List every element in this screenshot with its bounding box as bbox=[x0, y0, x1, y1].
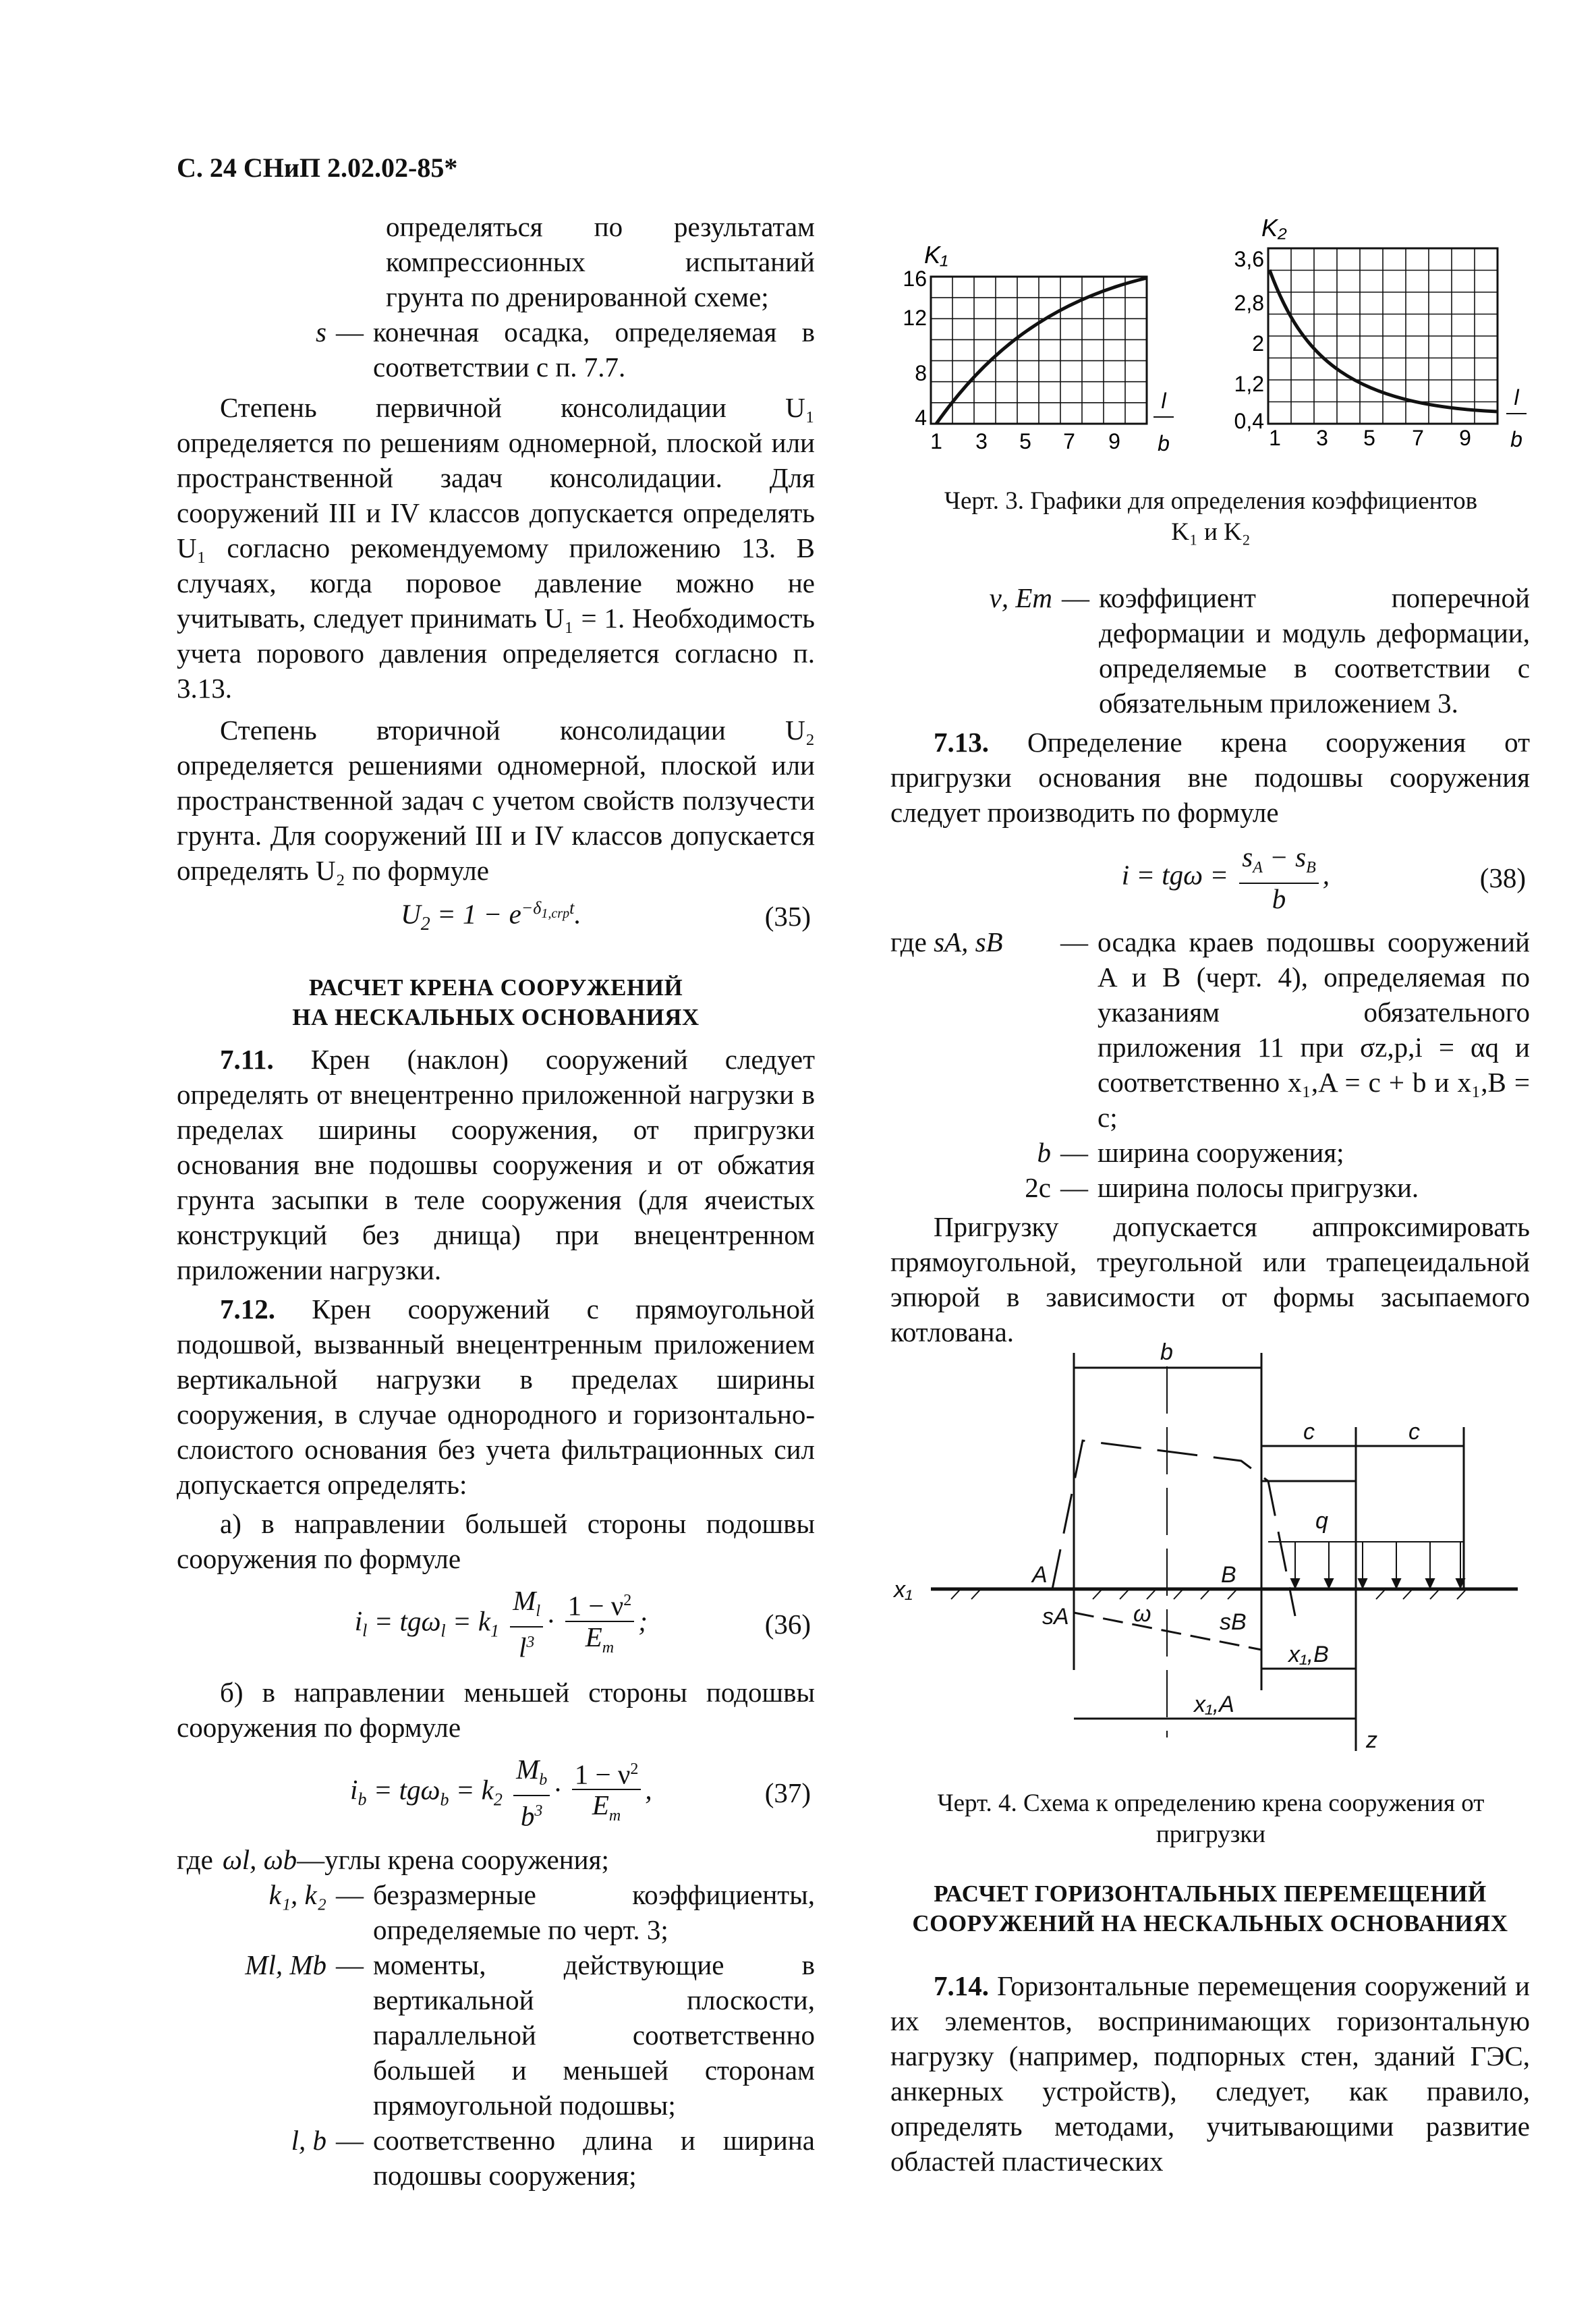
def-text: ширина полосы пригрузки. bbox=[1098, 1172, 1419, 1204]
formula-37-expr: $i_b = tg\omega_b = k_2$ $\frac{M_b}{b^3}$ · $\frac{1 - \nu^2}{E_m}$ , bbox=[350, 1753, 652, 1832]
def-symbol: k₁, k₂ bbox=[268, 1879, 326, 1910]
formula-37 bbox=[177, 1754, 815, 1831]
formula-number: (35) bbox=[764, 900, 811, 932]
def-s bbox=[177, 314, 815, 385]
y-tick: 3,6 bbox=[1234, 247, 1264, 271]
caption-line: Черт. 3. Графики для определения коэффициентов bbox=[944, 487, 1478, 515]
chart-k2-ylabel: K₂ bbox=[1261, 214, 1287, 242]
x-tick: 9 bbox=[1459, 426, 1471, 450]
where-word: где bbox=[890, 926, 927, 958]
label-B: B bbox=[1221, 1562, 1236, 1588]
para-7-13 bbox=[890, 725, 1530, 830]
x-tick: 5 bbox=[1363, 426, 1375, 450]
def-symbol: ν, Em bbox=[989, 582, 1052, 613]
cont-line: определяться по результатам bbox=[386, 211, 815, 242]
def-symbol-wrap bbox=[890, 924, 1060, 959]
y-tick: 1,2 bbox=[1234, 372, 1264, 396]
def-lb bbox=[177, 2123, 815, 2193]
def-dash: — bbox=[1060, 1172, 1088, 1204]
y-tick: 0,4 bbox=[1234, 409, 1264, 433]
formula-number: (38) bbox=[1479, 862, 1526, 894]
cont-line: грунта по дренированной схеме; bbox=[386, 281, 769, 312]
cont-line: компрессионных испытаний bbox=[386, 246, 815, 277]
x-tick: 5 bbox=[1019, 429, 1031, 453]
formula-36-expr: $i_l = tg\omega_l = k_1$ $\frac{M_l}{l^3}$ · $\frac{1 - \nu^2}{E_m}$ ; bbox=[354, 1584, 648, 1663]
load-arrows bbox=[1291, 1542, 1464, 1588]
chart-k2-yticks bbox=[1234, 247, 1264, 433]
clause-number: 7.14. bbox=[934, 1970, 989, 2001]
where-word: где bbox=[177, 1843, 213, 1875]
caption-line: Черт. 4. Схема к определению крена сооружения от bbox=[937, 1789, 1485, 1817]
formula-36 bbox=[177, 1586, 815, 1663]
formula-number: (37) bbox=[764, 1777, 811, 1808]
y-tick: 16 bbox=[903, 267, 927, 291]
x-tick: 7 bbox=[1412, 426, 1424, 450]
chart-k1-curve bbox=[936, 278, 1147, 424]
clause-number: 7.11. bbox=[220, 1043, 274, 1075]
clause-text: Горизонтальные перемещения сооружений и их элементов, воспринимающих горизонтальную нагрузку (например, подпорных стен, зданий ГЭС, анкерных устройств), следует, как правило, определять методами, учитывающими развитие областей пластических bbox=[890, 1970, 1530, 2177]
clause-text: Определение крена сооружения от пригрузки основания вне подошвы сооружения следует производить по формуле bbox=[890, 727, 1531, 828]
x-label-den: b bbox=[1510, 427, 1522, 451]
chart-k1-yticks bbox=[903, 267, 927, 430]
chart-k1-ylabel: K₁ bbox=[924, 241, 948, 269]
def-dash: — bbox=[336, 2124, 364, 2156]
clause-number: 7.12. bbox=[220, 1293, 275, 1325]
x-label-num: l bbox=[1514, 385, 1519, 410]
formula-38-expr: i = tgω = $\frac{s_A - s_B}{b}$ , bbox=[1121, 841, 1330, 915]
label-q: q bbox=[1315, 1508, 1328, 1534]
label-b: b bbox=[1160, 1339, 1173, 1365]
label-sA: sA bbox=[1042, 1604, 1069, 1630]
def-text: —углы крена сооружения; bbox=[297, 1843, 609, 1875]
def-symbol: 2c bbox=[1025, 1172, 1051, 1204]
clause-text: Крен (наклон) сооружений следует определять от внецентренно приложенной нагрузки в пределах ширины сооружения, от пригрузки основания вне подошвы сооружения и от обжатия грунта засыпки в теле сооружения (для ячеистых конструкций без днища) при внецентренном приложении нагрузки. bbox=[177, 1043, 815, 1285]
def-symbol: l, b bbox=[291, 2124, 326, 2156]
def-text: конечная осадка, определяемая в соответствии с п. 7.7. bbox=[373, 316, 815, 383]
label-x1B: x₁,B bbox=[1288, 1642, 1329, 1667]
def-dash: — bbox=[1060, 926, 1088, 958]
def-symbol: s bbox=[316, 316, 326, 347]
para-7-12a: а) в направлении большей стороны подошвы сооружения по формуле bbox=[177, 1507, 815, 1574]
chart-k1 bbox=[877, 229, 1201, 472]
formula-number: (36) bbox=[764, 1608, 811, 1640]
formula-35 bbox=[177, 891, 815, 942]
def-b bbox=[890, 1135, 1530, 1170]
section-heading: НА НЕСКАЛЬНЫХ ОСНОВАНИЯХ bbox=[292, 1003, 700, 1030]
def-dash: — bbox=[336, 1949, 364, 1980]
figure-4-diagram bbox=[890, 1333, 1531, 1771]
def-text: ширина сооружения; bbox=[1098, 1137, 1344, 1169]
def-dash: — bbox=[336, 1879, 364, 1910]
x-label-den: b bbox=[1158, 431, 1170, 455]
caption-line: K₁ и K₂ bbox=[1171, 518, 1251, 546]
chart-k2 bbox=[1214, 209, 1538, 472]
caption-line: пригрузки bbox=[1156, 1820, 1266, 1848]
def-text: безразмерные коэффициенты, определяемые по черт. 3; bbox=[373, 1879, 815, 1945]
x-tick: 3 bbox=[975, 429, 988, 453]
right-column-upper bbox=[890, 580, 1530, 1350]
label-omega: ω bbox=[1133, 1601, 1151, 1627]
formula-38 bbox=[890, 842, 1530, 914]
chart-k2-curve bbox=[1270, 270, 1498, 412]
para-u2: Степень вторичной консолидации U₂ определяется решениями одномерной, плоской или пространственной задач с учетом свойств ползучести грунта. Для сооружений III и IV классов допускается определять U₂ по формуле bbox=[177, 715, 815, 886]
def-nu bbox=[890, 580, 1530, 721]
chart-k2-xticks bbox=[1269, 426, 1471, 450]
label-A: A bbox=[1032, 1562, 1048, 1588]
para-7-11 bbox=[177, 1042, 815, 1287]
y-tick: 12 bbox=[903, 306, 927, 330]
label-z: z bbox=[1366, 1727, 1377, 1753]
label-x1A: x₁,A bbox=[1194, 1692, 1234, 1717]
page-header: С. 24 СНиП 2.02.02-85* bbox=[177, 152, 458, 183]
label-sB: sB bbox=[1220, 1609, 1247, 1635]
def-text: осадка краев подошвы сооружений A и B (черт. 4), определяемая по указаниям обязательного приложения 11 при σz,p,i = αq и соответственно x₁,A = c + b и x₁,B = c; bbox=[1098, 926, 1530, 1134]
right-column-lower bbox=[890, 1879, 1530, 2179]
left-column bbox=[177, 209, 815, 2193]
def-dash: — bbox=[1062, 582, 1089, 613]
x-tick: 1 bbox=[1269, 426, 1281, 450]
def-symbol: Ml, Mb bbox=[245, 1949, 326, 1980]
x-tick: 1 bbox=[930, 429, 942, 453]
def-s-ab bbox=[890, 924, 1530, 1135]
section-heading: СООРУЖЕНИЙ НА НЕСКАЛЬНЫХ ОСНОВАНИЯХ bbox=[912, 1910, 1508, 1937]
formula-35-expr: $U_2 = 1 - e^{-\delta_{1,crp}t}$. bbox=[401, 898, 581, 935]
para-7-12b: б) в направлении меньшей стороны подошвы сооружения по формуле bbox=[177, 1676, 815, 1743]
def-text: моменты, действующие в вертикальной плоскости, параллельной соответственно большей и меньшей сторонам прямоугольной подошвы; bbox=[373, 1949, 815, 2121]
def-2c bbox=[890, 1170, 1530, 1205]
para-u1: Степень первичной консолидации U₁ определяется по решениям одномерной, плоской или пространственной задач консолидации. Для сооружений III и IV классов допускается определять U₁ согласно рекомендуемому приложению 13. В случаях, когда поровое давление можно не учитывать, следует принимать U₁ = 1. Необходимость учета порового давления определяется согласно п. 3.13. bbox=[177, 392, 815, 704]
x-tick: 3 bbox=[1316, 426, 1328, 450]
def-dash: — bbox=[336, 316, 364, 347]
section-heading: РАСЧЕТ ГОРИЗОНТАЛЬНЫХ ПЕРЕМЕЩЕНИЙ bbox=[934, 1881, 1487, 1907]
def-omega bbox=[177, 1842, 815, 1877]
figure-3-caption bbox=[890, 486, 1531, 548]
para-7-12 bbox=[177, 1291, 815, 1502]
clause-number: 7.13. bbox=[934, 727, 989, 758]
label-c: c bbox=[1303, 1419, 1315, 1445]
continuation-block bbox=[386, 209, 815, 314]
x-tick: 7 bbox=[1063, 429, 1075, 453]
para-7-14 bbox=[890, 1968, 1530, 2179]
def-symbol: sA, sB bbox=[934, 926, 1003, 958]
def-text: соответственно длина и ширина подошвы сооружения; bbox=[373, 2124, 815, 2191]
x-label-num: l bbox=[1161, 389, 1166, 413]
y-tick: 2 bbox=[1252, 331, 1264, 356]
section-heading: РАСЧЕТ КРЕНА СООРУЖЕНИЙ bbox=[308, 974, 683, 1001]
para-prigruz: Пригрузку допускается аппроксимировать прямоугольной, треугольной или трапецеидальной эпюрой в зависимости от формы засыпаемого котлована. bbox=[890, 1211, 1530, 1348]
def-dash: — bbox=[1060, 1137, 1088, 1169]
label-x1: x₁ bbox=[894, 1577, 913, 1603]
figure-4-caption bbox=[890, 1788, 1531, 1850]
clause-text: Крен сооружений с прямоугольной подошвой, вызванный внецентренным приложением вертикальной нагрузки в пределах ширины сооружения, в случае однородного и горизонтально-слоистого основания без учета фильтрационных сил допускается определять: bbox=[177, 1293, 816, 1500]
def-k bbox=[177, 1877, 815, 1947]
y-tick: 8 bbox=[915, 361, 927, 385]
def-symbol: ωl, ωb bbox=[222, 1843, 297, 1875]
y-tick: 2,8 bbox=[1234, 291, 1264, 315]
chart-k1-xticks bbox=[930, 429, 1120, 453]
def-text: коэффициент поперечной деформации и модуль деформации, определяемые в соответствии с обязательным приложением 3. bbox=[1099, 582, 1530, 719]
label-c: c bbox=[1408, 1419, 1420, 1445]
y-tick: 4 bbox=[915, 406, 927, 430]
x-tick: 9 bbox=[1108, 429, 1120, 453]
def-symbol: b bbox=[1037, 1137, 1051, 1169]
def-m bbox=[177, 1947, 815, 2123]
chart-k1-gridlines bbox=[931, 277, 1147, 424]
